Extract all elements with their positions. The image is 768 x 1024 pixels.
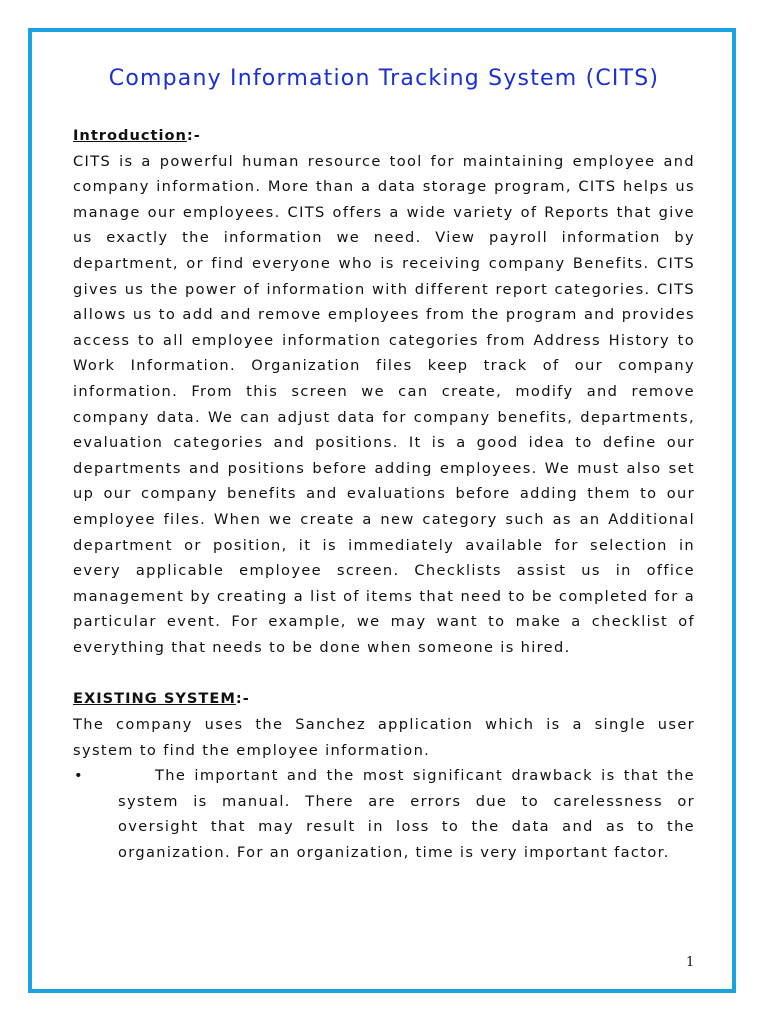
section-heading-existing-system — [73, 686, 695, 712]
bullet-icon: • — [74, 767, 84, 785]
introduction-heading-suffix: :- — [186, 127, 201, 144]
introduction-paragraph: CITS is a powerful human resource tool for maintaining employee and company information. More than a data storage program, CITS helps us manage our employees. CITS offers a wide variety of Reports that give us exactly the information we need. View payroll information by department, or find everyone who is receiving company Benefits. CITS gives us the power of information with different report categories. CITS allows us to add and remove employees from the program and provides access to all employee information categories from Address History to Work Information. Organization files keep track of our company information. From this screen we can create, modify and remove company data. We can adjust data for company benefits, departments, evaluation categories and positions. It is a good idea to define our departments and positions before adding employees. We must also set up our company benefits and evaluations before adding them to our employee files. When we create a new category such as an Additional department or position, it is immediately available for selection in every applicable employee screen. Checklists assist us in office management by creating a list of items that need to be completed for a particular event. For example, we may want to make a checklist of everything that needs to be done when someone is hired. — [73, 152, 695, 656]
existing-system-heading-suffix: :- — [235, 690, 250, 708]
existing-system-heading-text: EXISTING SYSTEM — [73, 690, 236, 708]
introduction-heading-text: Introduction — [73, 127, 187, 144]
list-item — [73, 763, 695, 865]
document-title: Company Information Tracking System (CITS) — [108, 66, 660, 91]
section-spacer — [73, 660, 695, 686]
section-heading-introduction — [73, 123, 695, 149]
drawbacks-list — [73, 763, 695, 865]
existing-system-paragraph: The company uses the Sanchez application which is a single user system to find the employee information. — [73, 716, 695, 759]
page-number: 1 — [686, 955, 695, 970]
document-body — [73, 123, 695, 866]
bullet-text: The important and the most significant drawback is that the system is manual. There are errors due to carelessness or oversight that may result in loss to the data and as to the organization. For an organization, time is very important factor. — [118, 767, 695, 862]
